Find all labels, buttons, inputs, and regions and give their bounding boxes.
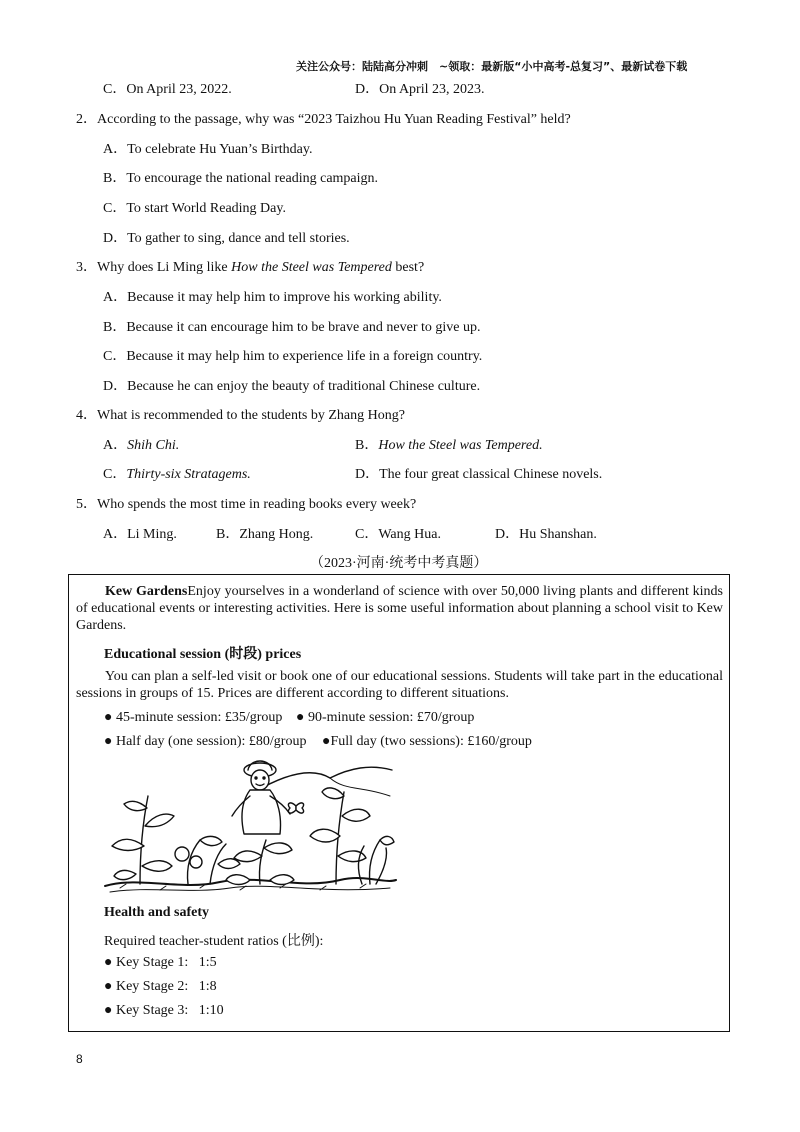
q2-option-c: C．To start World Reading Day. bbox=[103, 201, 286, 216]
ratio-item: ● Key Stage 1: 1:5 bbox=[104, 955, 217, 970]
q3-option-d: D．Because he can enjoy the beauty of traditional Chinese culture. bbox=[103, 379, 481, 394]
price-item: ● 90-minute session: £70/group bbox=[296, 710, 475, 725]
q4-option-c-label: C． bbox=[103, 467, 127, 482]
passage-intro-text: Enjoy yourselves in a wonderland of science with over 50,000 living plants and different kinds of educational events or interesting activities. Here is some useful information about planning a school visit to Kew Gardens. bbox=[76, 584, 723, 633]
section-heading-prices: Educational session (时段) prices bbox=[104, 647, 302, 662]
q4-stem: 4．What is recommended to the students by Zhang Hong? bbox=[76, 408, 405, 423]
passage-title: Kew Gardens bbox=[105, 584, 188, 599]
q4-option-c bbox=[103, 463, 251, 483]
price-item: ●Full day (two sessions): £160/group bbox=[322, 734, 532, 749]
q2-option-a: A．To celebrate Hu Yuan’s Birthday. bbox=[103, 142, 313, 157]
q4-option-c-text: Thirty-six Stratagems. bbox=[126, 467, 251, 482]
q4-option-a-text: Shih Chi. bbox=[127, 438, 180, 453]
q5-option-d: D．Hu Shanshan. bbox=[495, 527, 597, 542]
q1-option-c: C．On April 23, 2022. bbox=[103, 82, 232, 97]
q3-option-b: B．Because it can encourage him to be brave and never to give up. bbox=[103, 320, 481, 335]
q4-option-a-label: A． bbox=[103, 438, 128, 453]
source-note: （2023·河南·统考中考真题） bbox=[310, 556, 488, 571]
q3-stem-post: best? bbox=[391, 260, 425, 275]
q3-option-c: C．Because it may help him to experience life in a foreign country. bbox=[103, 349, 483, 364]
q3-option-a: A．Because it may help him to improve his working ability. bbox=[103, 290, 442, 305]
q4-option-b bbox=[355, 434, 543, 454]
q4-option-a bbox=[103, 434, 179, 454]
q4-option-b-label: B． bbox=[355, 438, 379, 453]
q2-option-b: B．To encourage the national reading campaign. bbox=[103, 171, 379, 186]
q1-option-d: D．On April 23, 2023. bbox=[355, 82, 485, 97]
q5-stem: 5．Who spends the most time in reading books every week? bbox=[76, 497, 417, 512]
ratios-intro: Required teacher-student ratios (比例): bbox=[104, 934, 324, 949]
passage-intro bbox=[76, 583, 723, 634]
q4-option-d: D．The four great classical Chinese novels. bbox=[355, 467, 603, 482]
page-number: 8 bbox=[76, 1052, 83, 1066]
section-heading-health: Health and safety bbox=[104, 905, 209, 920]
page-header: 关注公众号：陆陆高分冲刺 ~领取：最新版“小中高考-总复习”、最新试卷下载 bbox=[296, 60, 688, 73]
q2-stem: 2．According to the passage, why was “2023 Taizhou Hu Yuan Reading Festival” held? bbox=[76, 112, 571, 127]
q3-stem bbox=[76, 256, 424, 276]
price-item: ● 45-minute session: £35/group bbox=[104, 710, 283, 725]
q3-stem-pre: 3．Why does Li Ming like bbox=[76, 260, 232, 275]
q3-stem-title: How the Steel was Tempered bbox=[231, 260, 392, 275]
q4-option-b-text: How the Steel was Tempered. bbox=[378, 438, 543, 453]
q5-option-c: C．Wang Hua. bbox=[355, 527, 441, 542]
q2-option-d: D．To gather to sing, dance and tell stories. bbox=[103, 231, 350, 246]
q5-option-b: B．Zhang Hong. bbox=[216, 527, 314, 542]
q5-option-a: A．Li Ming. bbox=[103, 527, 177, 542]
ratio-item: ● Key Stage 3: 1:10 bbox=[104, 1003, 224, 1018]
price-item: ● Half day (one session): £80/group bbox=[104, 734, 307, 749]
gardening-illustration bbox=[100, 756, 400, 896]
prices-paragraph: You can plan a self-led visit or book one of our educational sessions. Students will take part in the educational sessions in groups of 15. Prices are different according to different situations. bbox=[76, 669, 723, 701]
ratio-item: ● Key Stage 2: 1:8 bbox=[104, 979, 217, 994]
